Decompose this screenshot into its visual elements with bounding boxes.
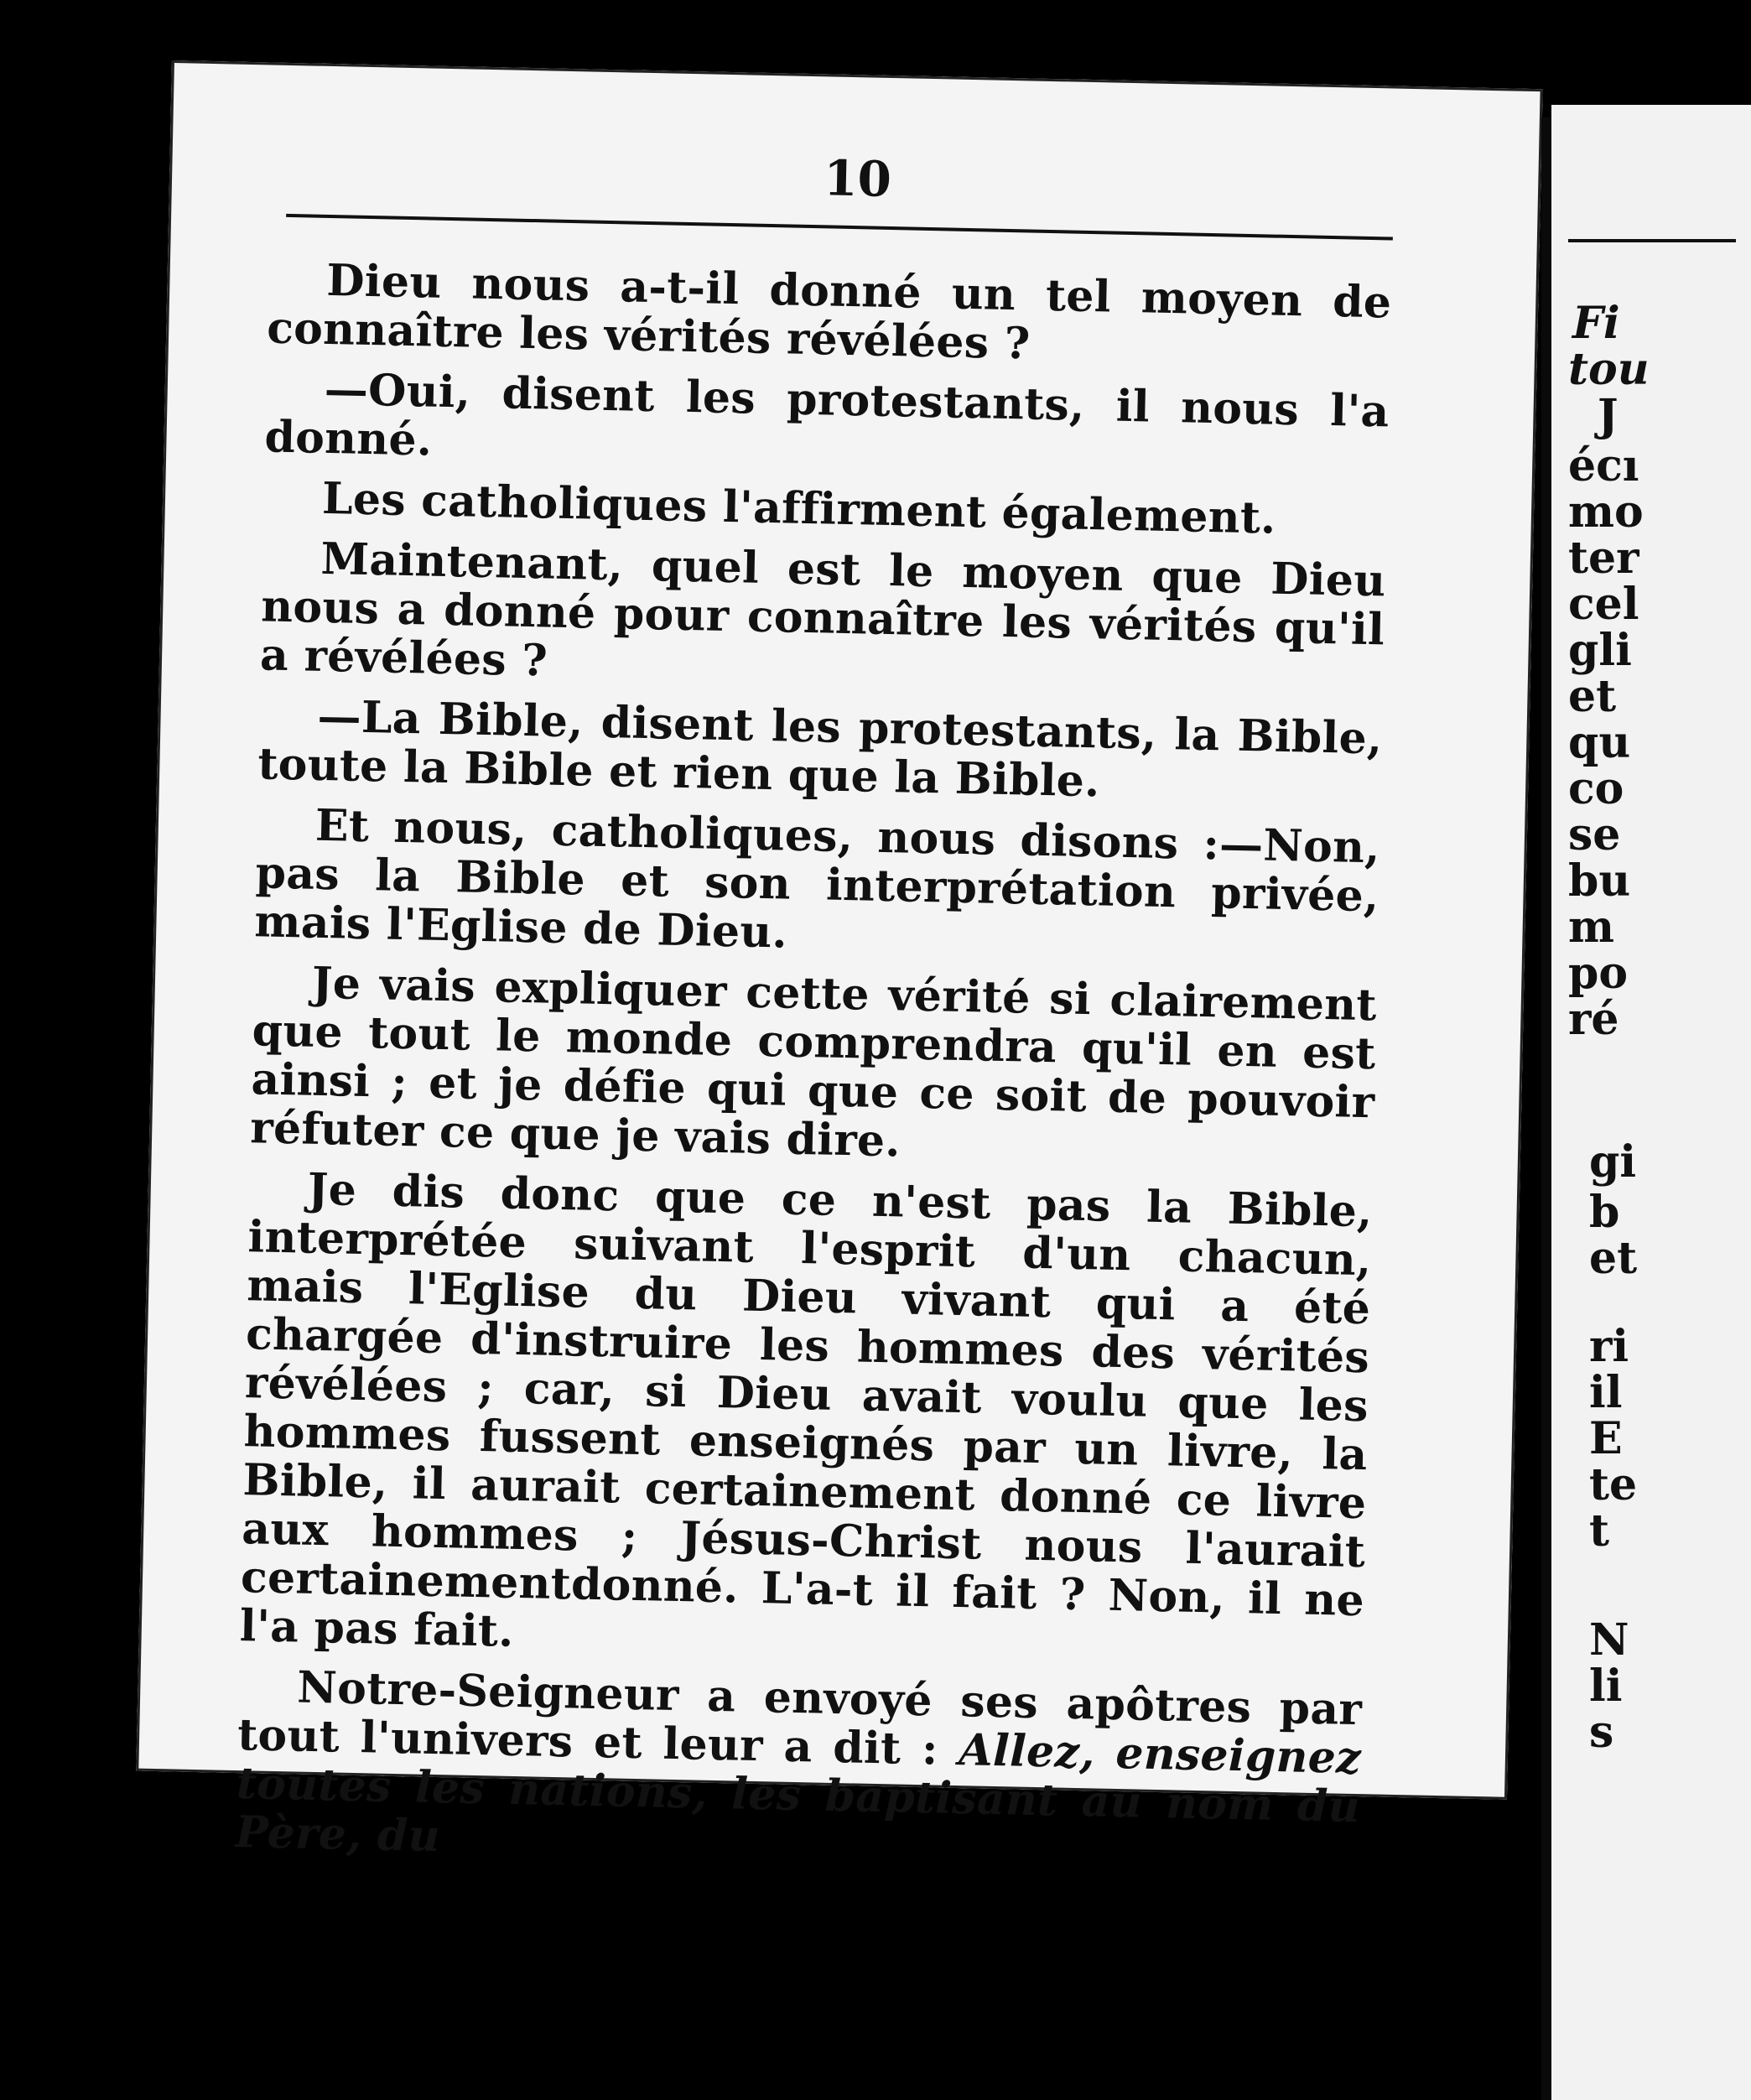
paragraph — [235, 1662, 1363, 1880]
right-page-fragment: s — [1589, 1707, 1614, 1758]
right-page-fragment: cel — [1568, 579, 1639, 630]
right-page-fragment: et — [1589, 1233, 1638, 1284]
page-number: 10 — [823, 149, 892, 208]
paragraph: Maintenant, quel est le moyen que Dieu nous a donné pour connaître les vérités qu'il a révélées ? — [259, 533, 1386, 687]
right-page-fragment: E — [1589, 1413, 1623, 1464]
paragraph: Et nous, catholiques, nous disons :—Non, pas la Bible et son interprétation privée, mais l'Eglise de Dieu. — [253, 799, 1381, 959]
paragraph: —Oui, disent les protestants, il nous l'a donné. — [263, 363, 1390, 466]
right-page-fragment: ter — [1568, 533, 1639, 584]
right-page-fragment: qu — [1568, 717, 1631, 768]
paragraph: Dieu nous a-t-il donné un tel moyen de connaître les vérités révélées ? — [266, 254, 1392, 370]
header-rule — [286, 214, 1393, 241]
right-page-fragment: et — [1568, 671, 1617, 722]
right-page-fragment: gli — [1568, 625, 1632, 676]
paragraph: Je dis donc que ce n'est pas la Bible, interprétée suivant l'esprit d'un chacun, mais l'Eglise du Dieu vivant qui a été chargée d'instruire les hommes des vérités révélées ; car, si Dieu avait voulu que les hommes fussent enseignés par un livre, la Bible, il aurait certainement donné ce livre aux hommes ; Jésus-Christ nous l'aurait certainementdonné. L'a-t il fait ? Non, il ne l'a pas fait. — [239, 1163, 1374, 1657]
right-page-fragment: m — [1568, 902, 1615, 953]
right-page-fragment: mo — [1568, 486, 1644, 538]
paragraph: Je vais expliquer cette vérité si clairement que tout le monde comprendra qu'il en est ainsi ; et je défie qui que ce soit de pouvoir réfuter ce que je vais dire. — [249, 957, 1378, 1167]
paragraph-text: Notre-Seigneur a envoyé ses apôtres par tout l'univers et leur a dit : — [236, 1661, 1363, 1775]
right-page-fragment: écı — [1568, 440, 1639, 491]
left-page — [136, 60, 1542, 1863]
right-page-fragment: bu — [1568, 855, 1631, 907]
right-page-fragment: t — [1589, 1505, 1610, 1557]
right-page-fragment: Fi — [1572, 298, 1620, 349]
right-page-fragment: ré — [1568, 994, 1619, 1045]
right-page-fragment: tou — [1568, 344, 1650, 395]
right-header-rule — [1568, 239, 1736, 242]
right-page-fragment: il — [1589, 1367, 1623, 1418]
right-page-fragment: J — [1598, 390, 1619, 441]
right-page-fragment: co — [1568, 763, 1624, 814]
right-page-fragment: po — [1568, 948, 1629, 999]
right-page-fragment: se — [1568, 809, 1621, 860]
right-page-fragment: li — [1589, 1661, 1623, 1712]
right-page-fragment: b — [1589, 1187, 1620, 1238]
right-page-fragment: te — [1589, 1459, 1638, 1510]
right-page-fragment: gi — [1589, 1136, 1637, 1188]
paragraph: —La Bible, disent les protestants, la Bible, toute la Bible et rien que la Bible. — [257, 690, 1384, 808]
scripture-quote: Allez, enseignez toutes les nations, les baptisant au nom du Père, du — [235, 1724, 1362, 1863]
right-page-fragment: N — [1589, 1614, 1629, 1666]
paragraph: Les catholiques l'affirment également. — [321, 472, 1277, 544]
right-page — [1551, 105, 1751, 2100]
page-body — [235, 255, 1392, 1892]
book-spine — [1541, 117, 1550, 2100]
right-page-fragment: ri — [1589, 1321, 1629, 1372]
